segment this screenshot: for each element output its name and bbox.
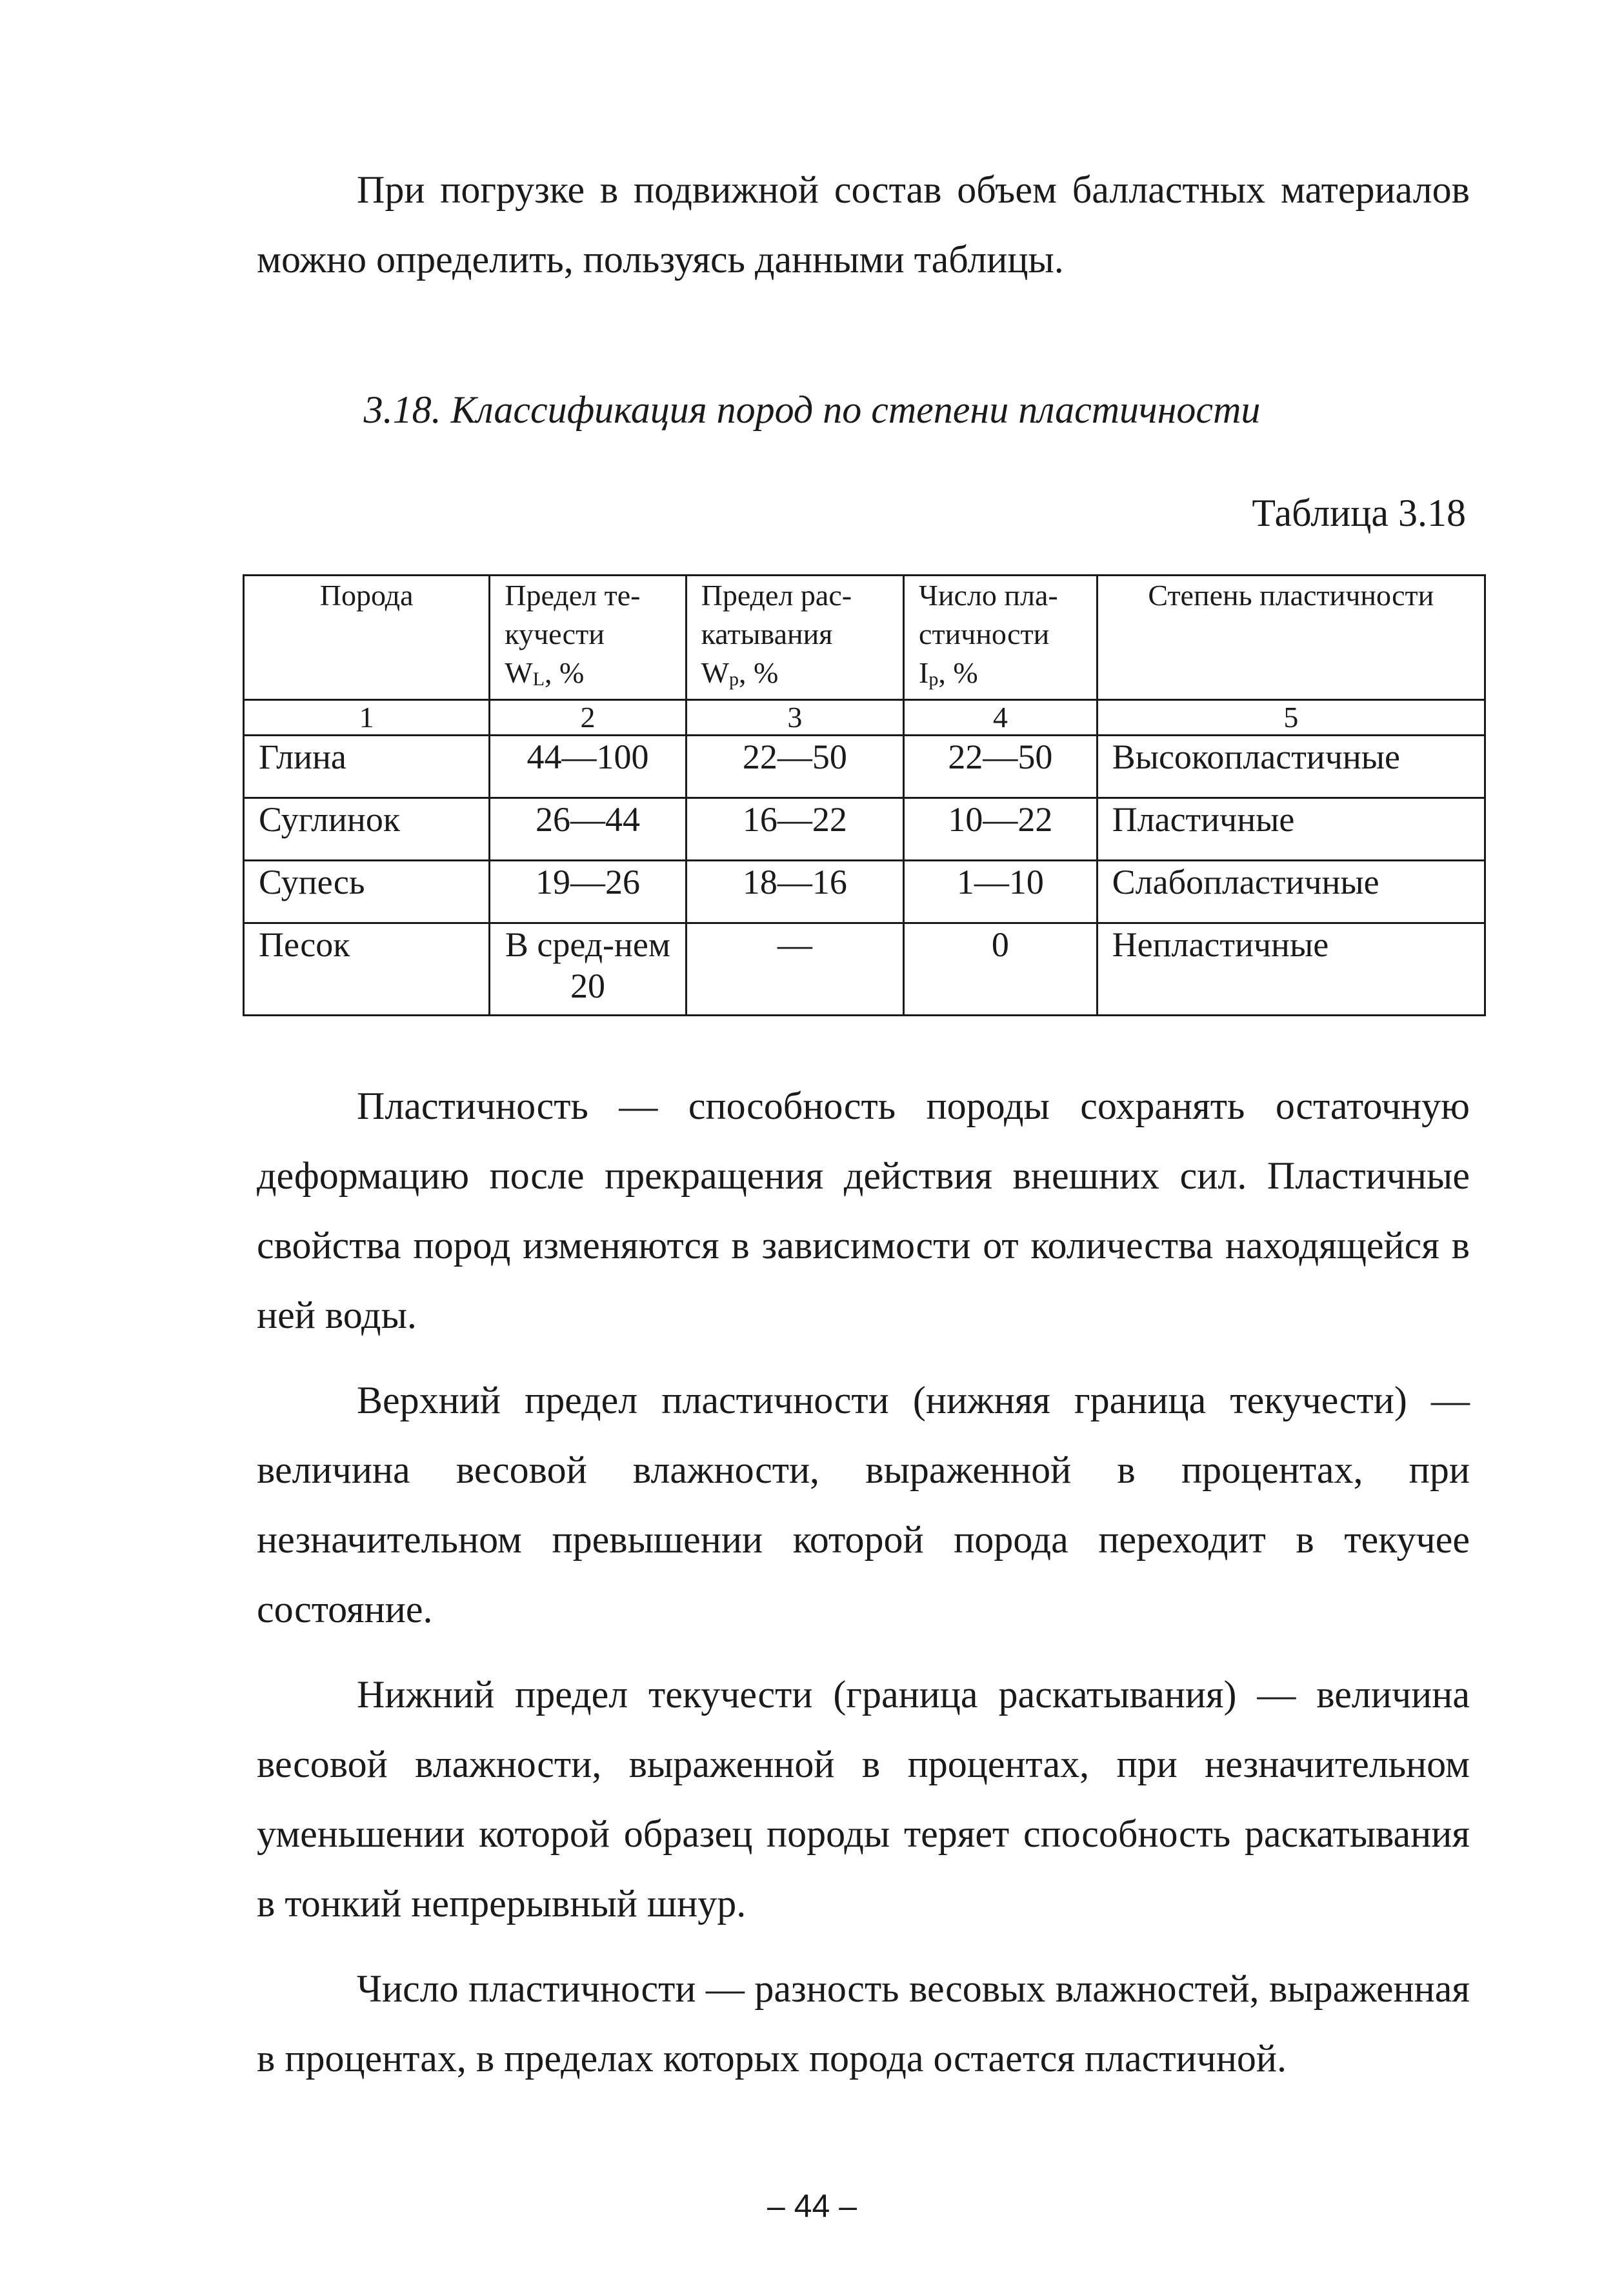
header-plasticity-degree: Степень пластичности [1097,576,1485,700]
page-number: – 44 – [767,2188,857,2224]
plasticity-table [243,574,1486,1016]
rock-name-cell: Глина [244,736,490,798]
liquid-limit-cell: 19—26 [490,861,686,923]
plastic-limit-cell: 22—50 [686,736,903,798]
header-liquid-limit: Предел те-кучести WL, % [490,576,686,700]
plastic-limit-cell: 16—22 [686,798,903,861]
rock-name-cell: Суглинок [244,798,490,861]
column-number: 3 [686,700,903,736]
table-header-row [244,576,1485,700]
table-row [244,798,1485,861]
column-number: 4 [904,700,1098,736]
plasticity-index-cell: 0 [904,923,1098,1016]
column-number: 5 [1097,700,1485,736]
column-number: 1 [244,700,490,736]
body-text [257,1071,1470,2109]
plasticity-index-cell: 10—22 [904,798,1098,861]
plasticity-index-cell: 1—10 [904,861,1098,923]
header-plastic-limit: Предел рас-катывания Wp, % [686,576,903,700]
paragraph-plasticity: Пластичность — способность породы сохранять остаточную деформацию после прекращения действия внешних сил. Пластичные свойства пород изменяются в зависимости от количества находящейся в ней воды. [257,1085,1470,1336]
table-row [244,861,1485,923]
intro-paragraph: При погрузке в подвижной состав объем балластных материалов можно определить, пользуясь данными таблицы. [257,168,1470,281]
table-caption: 3.18. Классификация пород по степени пластичности [363,388,1261,431]
plasticity-degree-cell: Пластичные [1097,798,1485,861]
plasticity-degree-cell: Непластичные [1097,923,1485,1016]
plastic-limit-cell: 18—16 [686,861,903,923]
rock-name-cell: Супесь [244,861,490,923]
table-number-label: Таблица 3.18 [1252,492,1466,534]
header-plasticity-index: Число пла-стичности Ip, % [904,576,1098,700]
paragraph-plasticity-index: Число пластичности — разность весовых влажностей, выраженная в процентах, в пределах которых порода остается пластичной. [257,1967,1470,2080]
plastic-limit-cell: — [686,923,903,1016]
liquid-limit-cell: 44—100 [490,736,686,798]
column-number-row [244,700,1485,736]
header-rock: Порода [244,576,490,700]
table-row [244,923,1485,1016]
plasticity-degree-cell: Слабопластичные [1097,861,1485,923]
rock-name-cell: Песок [244,923,490,1016]
liquid-limit-cell: В сред-нем 20 [490,923,686,1016]
paragraph-upper-limit: Верхний предел пластичности (нижняя граница текучести) — величина весовой влажности, выраженной в процентах, при незначительном превышении которой порода переходит в текучее состояние. [257,1379,1470,1631]
column-number: 2 [490,700,686,736]
table-row [244,736,1485,798]
liquid-limit-cell: 26—44 [490,798,686,861]
plasticity-index-cell: 22—50 [904,736,1098,798]
paragraph-lower-limit: Нижний предел текучести (граница раскатывания) — величина весовой влажности, выраженной в процентах, при незначительном уменьшении которой образец породы теряет способность раскатывания в тонкий непрерывный шнур. [257,1673,1470,1925]
plasticity-degree-cell: Высокопластичные [1097,736,1485,798]
